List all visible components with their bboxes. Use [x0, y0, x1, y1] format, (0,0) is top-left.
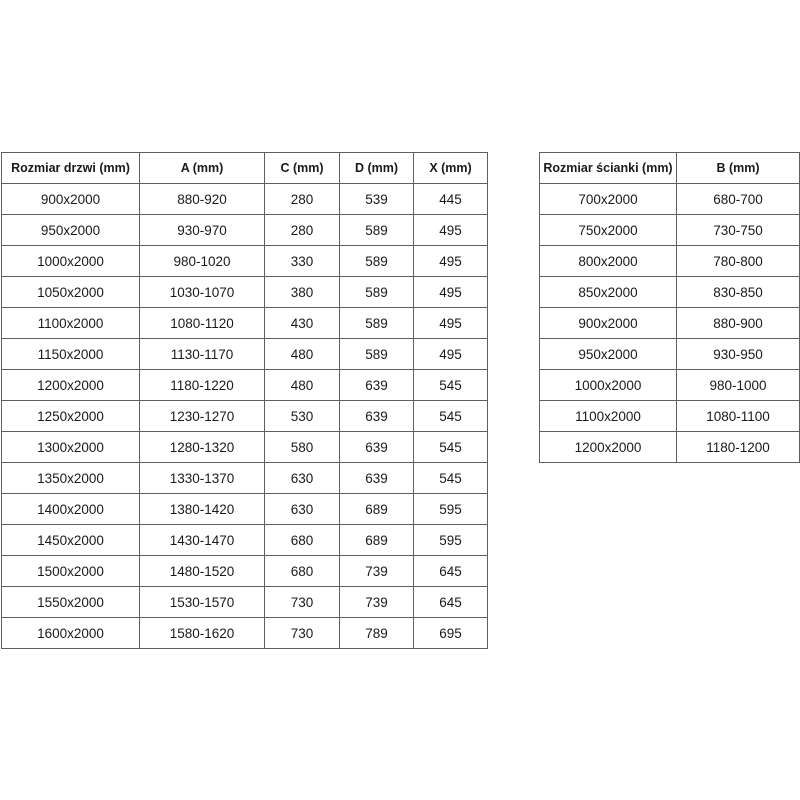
table-cell: 480 [265, 370, 340, 401]
table-cell: 630 [265, 463, 340, 494]
table-cell: 1300x2000 [2, 432, 140, 463]
table-cell: 495 [414, 308, 488, 339]
table-cell: 730 [265, 618, 340, 649]
table-cell: 589 [340, 277, 414, 308]
table-cell: 1530-1570 [140, 587, 265, 618]
table-cell: 645 [414, 587, 488, 618]
table-cell: 700x2000 [540, 184, 677, 215]
table-cell: 1580-1620 [140, 618, 265, 649]
table-cell: 1100x2000 [540, 401, 677, 432]
table-cell: 639 [340, 401, 414, 432]
table-row [2, 618, 488, 649]
table-cell: 739 [340, 556, 414, 587]
door-table-header-a: A (mm) [140, 153, 265, 184]
table-cell: 645 [414, 556, 488, 587]
table-cell: 430 [265, 308, 340, 339]
door-table-body [2, 184, 488, 649]
table-cell: 1330-1370 [140, 463, 265, 494]
wall-size-table [539, 152, 800, 463]
table-cell: 380 [265, 277, 340, 308]
table-cell: 1550x2000 [2, 587, 140, 618]
table-row [540, 432, 800, 463]
table-row [2, 494, 488, 525]
table-cell: 639 [340, 432, 414, 463]
wall-table-body [540, 184, 800, 463]
table-row [2, 246, 488, 277]
table-cell: 680 [265, 556, 340, 587]
table-row [2, 587, 488, 618]
table-row [540, 184, 800, 215]
table-row [2, 308, 488, 339]
table-row [2, 215, 488, 246]
table-cell: 850x2000 [540, 277, 677, 308]
table-cell: 680 [265, 525, 340, 556]
table-cell: 680-700 [677, 184, 800, 215]
table-cell: 639 [340, 463, 414, 494]
table-cell: 480 [265, 339, 340, 370]
table-row [2, 556, 488, 587]
table-cell: 1080-1120 [140, 308, 265, 339]
table-cell: 495 [414, 277, 488, 308]
table-row [2, 277, 488, 308]
table-cell: 280 [265, 215, 340, 246]
table-row [540, 246, 800, 277]
table-cell: 930-950 [677, 339, 800, 370]
table-cell: 1100x2000 [2, 308, 140, 339]
door-table-header-size: Rozmiar drzwi (mm) [2, 153, 140, 184]
table-cell: 695 [414, 618, 488, 649]
table-cell: 530 [265, 401, 340, 432]
table-cell: 930-970 [140, 215, 265, 246]
table-row [540, 215, 800, 246]
table-cell: 330 [265, 246, 340, 277]
table-cell: 739 [340, 587, 414, 618]
table-cell: 980-1000 [677, 370, 800, 401]
table-cell: 495 [414, 215, 488, 246]
table-cell: 900x2000 [2, 184, 140, 215]
table-cell: 495 [414, 339, 488, 370]
table-row [2, 184, 488, 215]
table-cell: 750x2000 [540, 215, 677, 246]
table-cell: 539 [340, 184, 414, 215]
table-row [2, 432, 488, 463]
table-cell: 950x2000 [540, 339, 677, 370]
table-row [2, 401, 488, 432]
table-row [540, 277, 800, 308]
table-cell: 880-920 [140, 184, 265, 215]
table-cell: 689 [340, 494, 414, 525]
table-cell: 1280-1320 [140, 432, 265, 463]
table-cell: 589 [340, 339, 414, 370]
table-cell: 545 [414, 401, 488, 432]
table-cell: 950x2000 [2, 215, 140, 246]
wall-table-header-b: B (mm) [677, 153, 800, 184]
door-table-header-c: C (mm) [265, 153, 340, 184]
table-cell: 800x2000 [540, 246, 677, 277]
table-cell: 545 [414, 370, 488, 401]
table-cell: 900x2000 [540, 308, 677, 339]
table-cell: 589 [340, 246, 414, 277]
table-cell: 1080-1100 [677, 401, 800, 432]
table-cell: 1450x2000 [2, 525, 140, 556]
table-row [540, 370, 800, 401]
door-table-header-row [2, 153, 488, 184]
table-cell: 1480-1520 [140, 556, 265, 587]
table-cell: 689 [340, 525, 414, 556]
table-cell: 580 [265, 432, 340, 463]
table-cell: 545 [414, 463, 488, 494]
table-cell: 1430-1470 [140, 525, 265, 556]
table-row [2, 370, 488, 401]
table-cell: 1350x2000 [2, 463, 140, 494]
wall-table-header-size: Rozmiar ścianki (mm) [540, 153, 677, 184]
door-size-table [1, 152, 488, 649]
table-cell: 980-1020 [140, 246, 265, 277]
table-row [540, 401, 800, 432]
table-cell: 1180-1220 [140, 370, 265, 401]
table-cell: 595 [414, 525, 488, 556]
table-row [540, 339, 800, 370]
table-cell: 545 [414, 432, 488, 463]
table-cell: 1000x2000 [540, 370, 677, 401]
table-cell: 1200x2000 [2, 370, 140, 401]
table-cell: 630 [265, 494, 340, 525]
table-cell: 1380-1420 [140, 494, 265, 525]
table-cell: 1500x2000 [2, 556, 140, 587]
table-cell: 1600x2000 [2, 618, 140, 649]
table-row [2, 525, 488, 556]
table-cell: 1000x2000 [2, 246, 140, 277]
table-cell: 445 [414, 184, 488, 215]
wall-table-header-row [540, 153, 800, 184]
door-table-header-d: D (mm) [340, 153, 414, 184]
table-cell: 639 [340, 370, 414, 401]
table-cell: 1150x2000 [2, 339, 140, 370]
table-cell: 589 [340, 308, 414, 339]
table-cell: 1250x2000 [2, 401, 140, 432]
table-cell: 1200x2000 [540, 432, 677, 463]
table-cell: 1180-1200 [677, 432, 800, 463]
table-cell: 880-900 [677, 308, 800, 339]
table-cell: 1050x2000 [2, 277, 140, 308]
table-cell: 780-800 [677, 246, 800, 277]
table-cell: 1130-1170 [140, 339, 265, 370]
table-row [2, 463, 488, 494]
table-cell: 1400x2000 [2, 494, 140, 525]
table-cell: 589 [340, 215, 414, 246]
table-cell: 1030-1070 [140, 277, 265, 308]
table-cell: 789 [340, 618, 414, 649]
table-row [2, 339, 488, 370]
table-cell: 595 [414, 494, 488, 525]
table-cell: 830-850 [677, 277, 800, 308]
table-cell: 730-750 [677, 215, 800, 246]
table-cell: 280 [265, 184, 340, 215]
table-cell: 1230-1270 [140, 401, 265, 432]
door-table-header-x: X (mm) [414, 153, 488, 184]
table-row [540, 308, 800, 339]
table-cell: 730 [265, 587, 340, 618]
table-cell: 495 [414, 246, 488, 277]
